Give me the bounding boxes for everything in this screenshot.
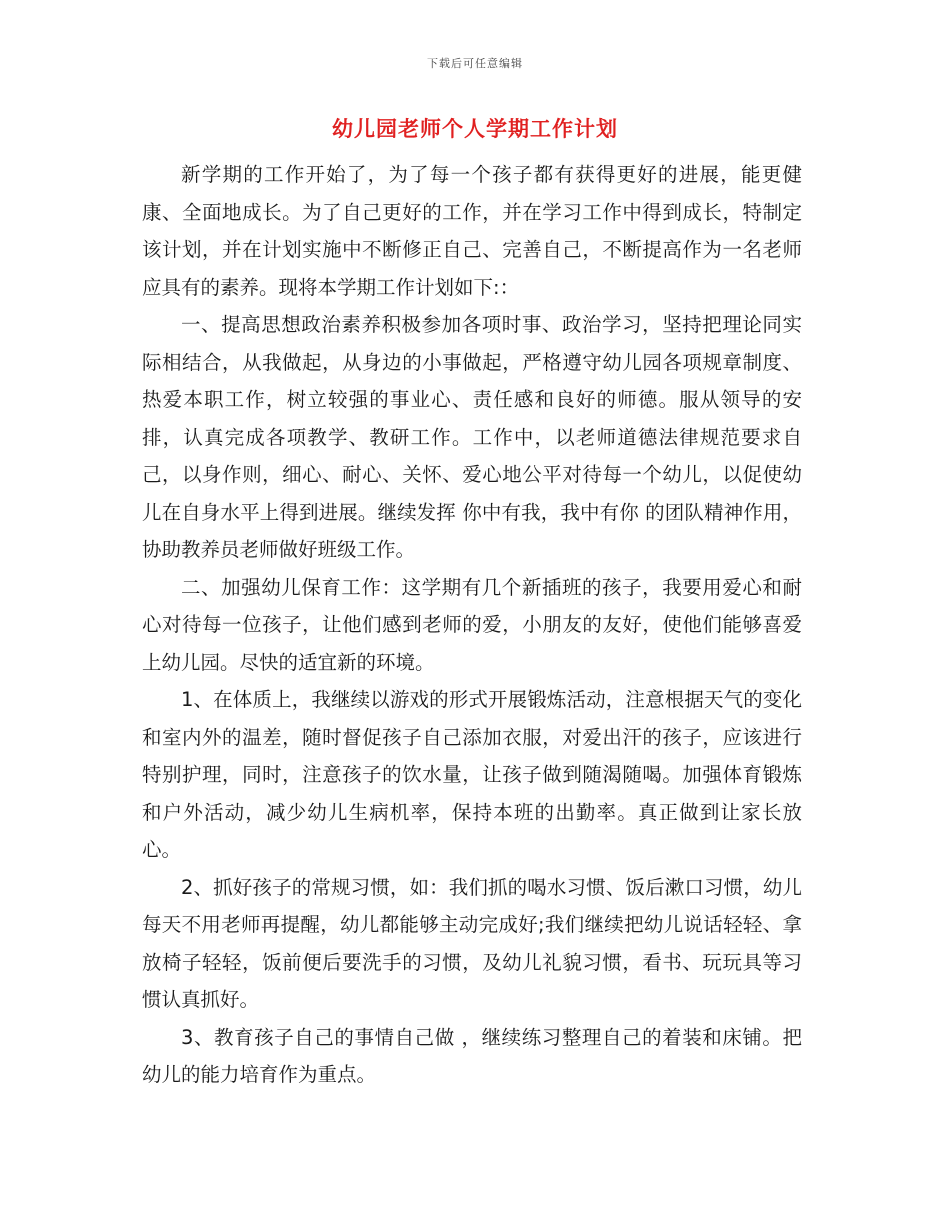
document-body [142, 156, 802, 1094]
paragraph-section-2: 二、加强幼儿保育工作：这学期有几个新插班的孩子，我要用爱心和耐心对待每一位孩子，让他们感到老师的爱，小朋友的友好，使他们能够喜爱上幼儿园。尽快的适宜新的环境。 [142, 575, 802, 674]
paragraph-item-1: 1、在体质上，我继续以游戏的形式开展锻炼活动，注意根据天气的变化和室内外的温差，随时督促孩子自己添加衣服，对爱出汗的孩子，应该进行特别护理，同时，注意孩子的饮水量，让孩子做到随渴随喝。加强体育锻炼和户外活动，减少幼儿生病机率，保持本班的出勤率。真正做到让家长放心。 [142, 688, 802, 861]
paragraph-item-2: 2、抓好孩子的常规习惯，如：我们抓的喝水习惯、饭后漱口习惯，幼儿每天不用老师再提醒，幼儿都能够主动完成好;我们继续把幼儿说话轻轻、拿放椅子轻轻，饭前便后要洗手的习惯，及幼儿礼貌习惯，看书、玩玩具等习惯认真抓好。 [142, 875, 802, 1011]
document-title: 幼儿园老师个人学期工作计划 [332, 117, 618, 141]
header-note: 下载后可任意编辑 [427, 57, 523, 70]
paragraph-intro: 新学期的工作开始了，为了每一个孩子都有获得更好的进展，能更健康、全面地成长。为了自己更好的工作，并在学习工作中得到成长，特制定该计划，并在计划实施中不断修正自己、完善自己，不断提高作为一名老师应具有的素养。现将本学期工作计划如下:： [142, 163, 802, 299]
paragraph-item-3: 3、教育孩子自己的事情自己做 ，继续练习整理自己的着装和床铺。把幼儿的能力培育作为重点。 [142, 1025, 802, 1086]
paragraph-section-1: 一、提高思想政治素养积极参加各项时事、政治学习，坚持把理论同实际相结合，从我做起，从身边的小事做起，严格遵守幼儿园各项规章制度、热爱本职工作，树立较强的事业心、责任感和良好的师德。服从领导的安排，认真完成各项教学、教研工作。工作中，以老师道德法律规范要求自己，以身作则，细心、耐心、关怀、爱心地公平对待每一个幼儿，以促使幼儿在自身水平上得到进展。继续发挥 你中有我，我中有你 的团队精神作用，协助教养员老师做好班级工作。 [142, 313, 802, 561]
